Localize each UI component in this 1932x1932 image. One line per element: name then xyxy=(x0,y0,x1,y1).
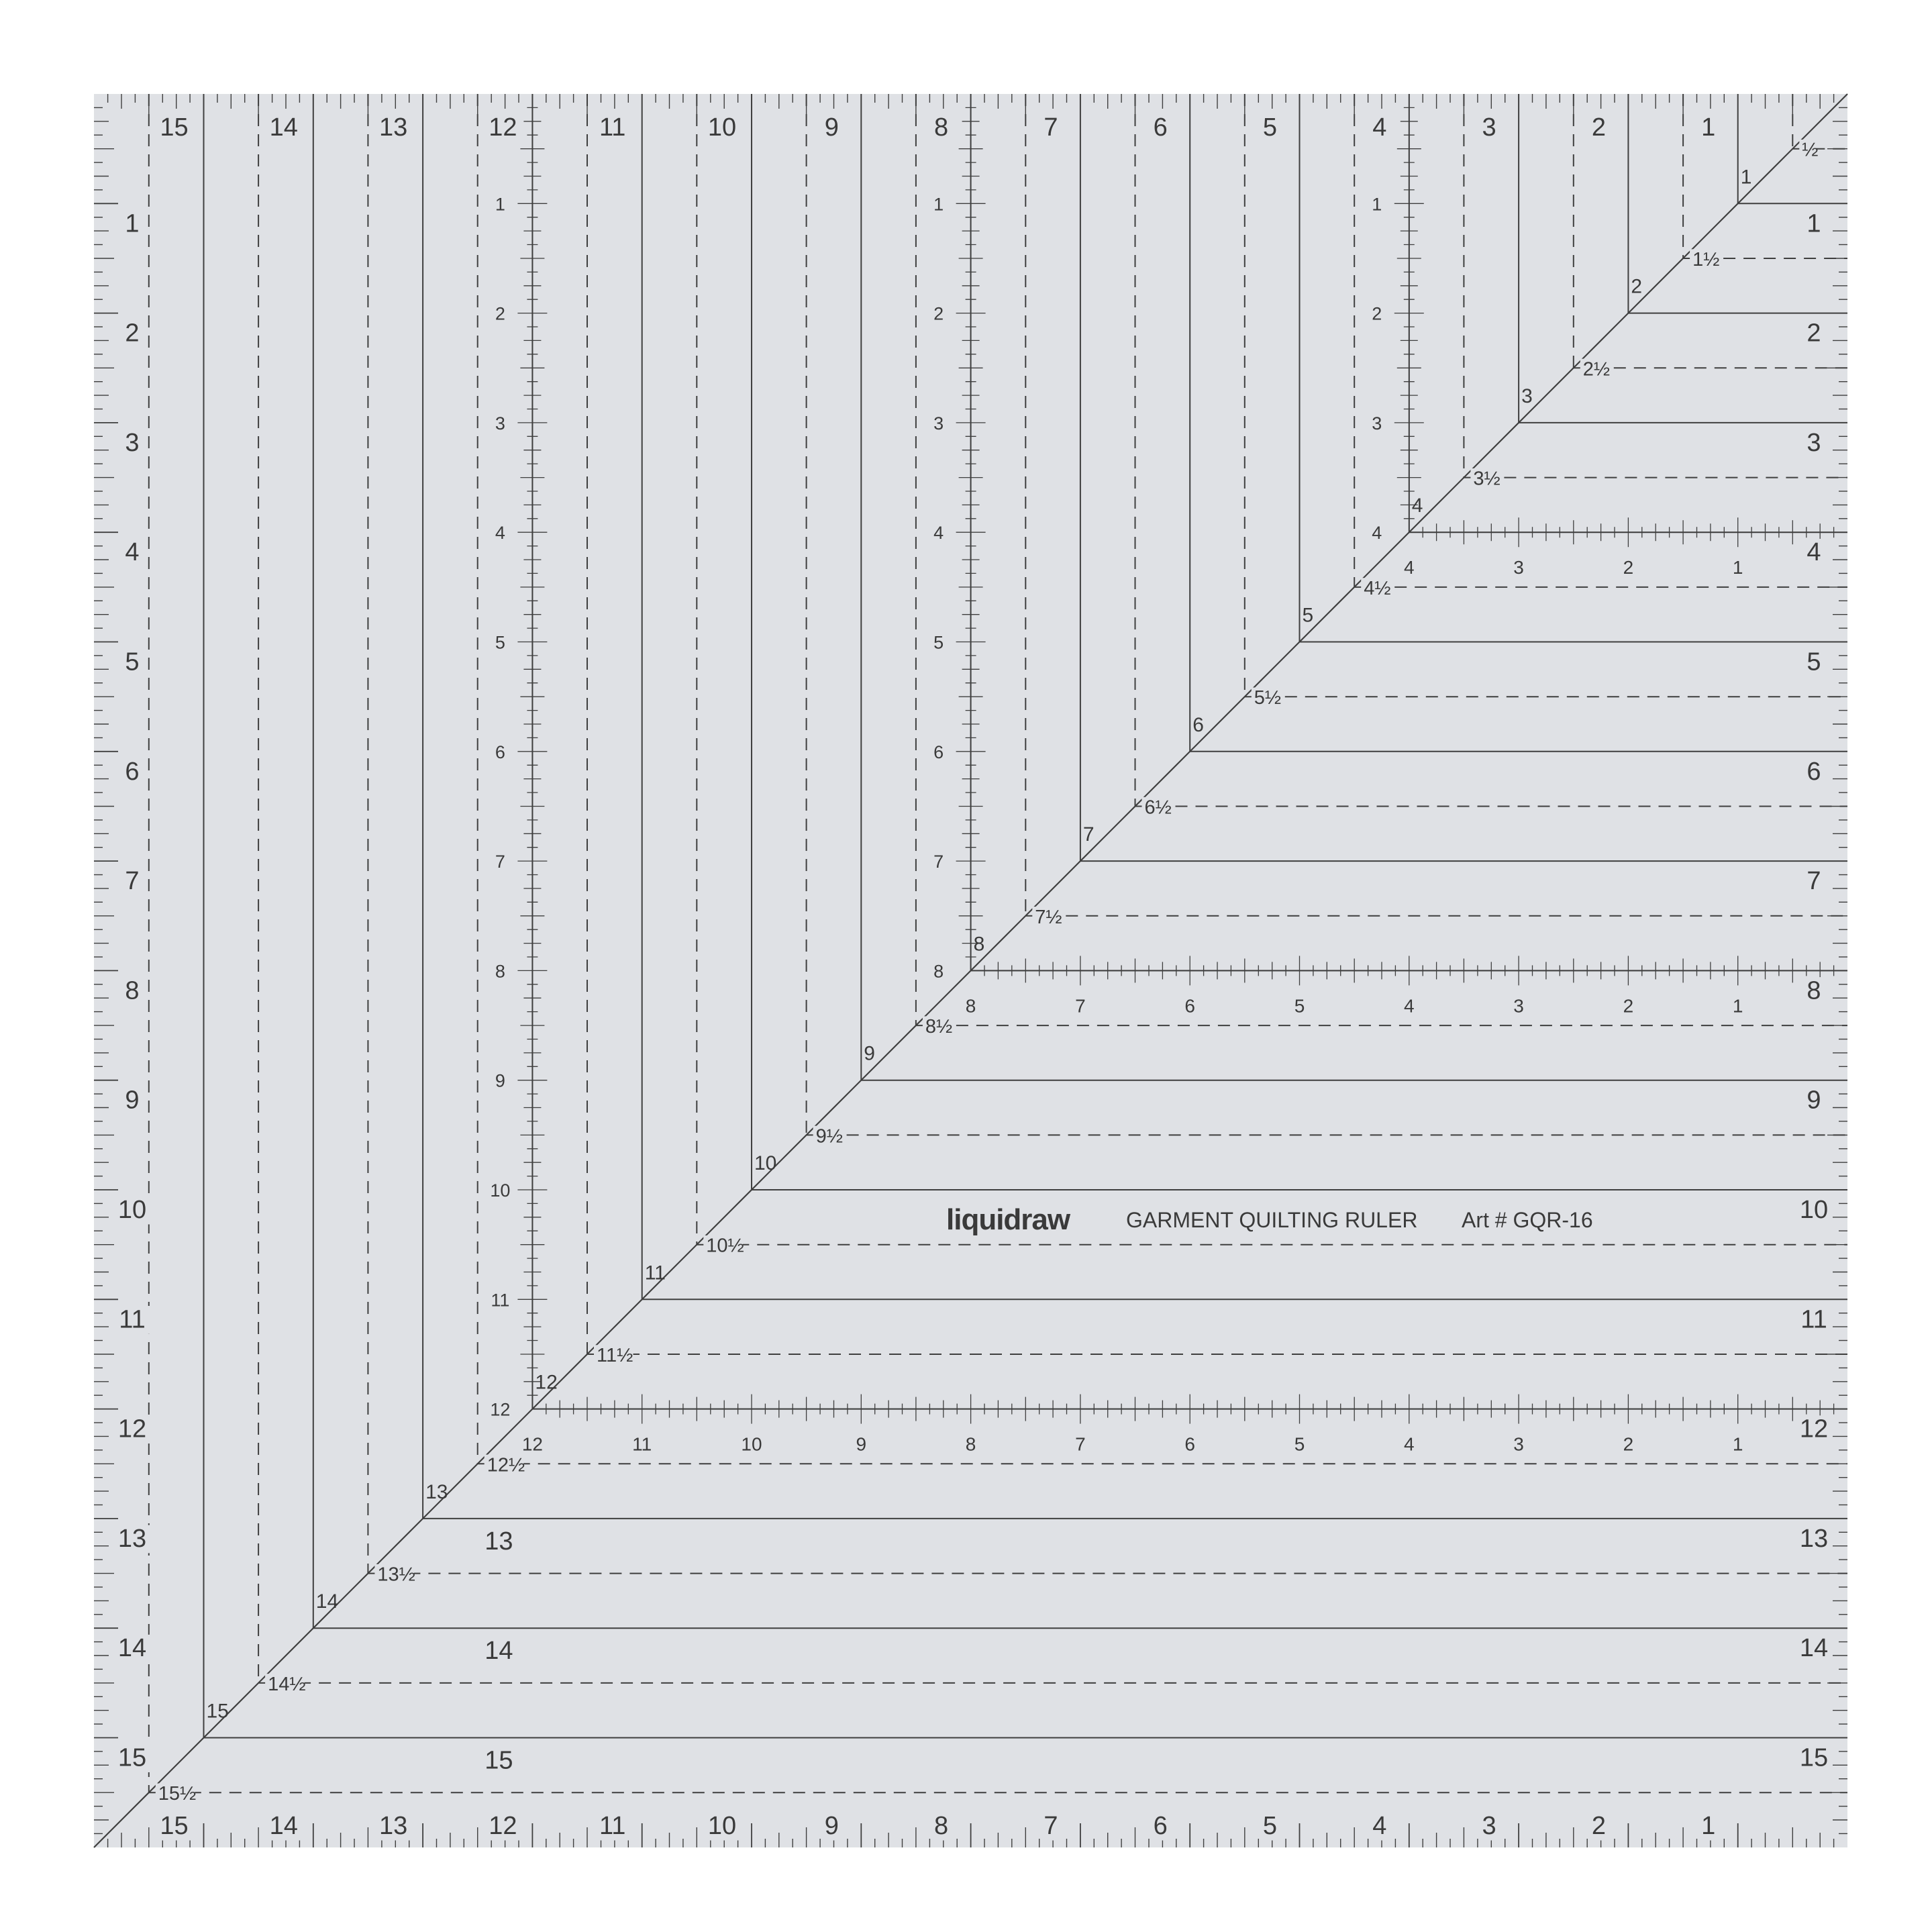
bottom-edge-label: 3 xyxy=(1482,1812,1496,1840)
right-edge-label: 14 xyxy=(1799,1634,1829,1663)
left-edge-label: 1 xyxy=(125,209,140,238)
inner-vertical-scale-label: 4 xyxy=(495,523,505,544)
bottom-edge-label: 2 xyxy=(1591,1812,1606,1840)
top-edge-label: 14 xyxy=(269,113,298,142)
inner-horizontal-scale-label: 4 xyxy=(1404,557,1415,578)
diagonal-half-inch-label: 5½ xyxy=(1254,687,1282,709)
top-edge-label: 11 xyxy=(599,113,626,142)
top-edge-label: 13 xyxy=(378,113,408,142)
bottom-edge-label: 8 xyxy=(934,1812,949,1840)
right-edge-label: 10 xyxy=(1799,1196,1829,1224)
diagonal-half-inch-label: 4½ xyxy=(1364,577,1391,599)
top-edge-label: 12 xyxy=(489,113,517,142)
inner-vertical-scale-label: 2 xyxy=(1372,303,1382,324)
top-edge-label: 2 xyxy=(1591,113,1606,142)
diagonal-half-inch-label: 11½ xyxy=(597,1345,633,1366)
inner-vertical-scale-label: 5 xyxy=(495,632,505,653)
right-edge-label: 11 xyxy=(1800,1305,1827,1334)
diagonal-half-inch-label: 8½ xyxy=(925,1016,953,1038)
left-edge-label: 8 xyxy=(125,976,140,1005)
brand-logo: liquidraw xyxy=(946,1203,1070,1236)
left-edge-label: 15 xyxy=(117,1743,147,1772)
inner-vertical-scale-label: 7 xyxy=(933,852,944,872)
bottom-edge-label: 4 xyxy=(1372,1812,1387,1840)
right-edge-label: 2 xyxy=(1807,319,1821,348)
diagonal-inch-label: 15 xyxy=(206,1700,229,1723)
inner-vertical-scale-label: 5 xyxy=(933,632,944,653)
inner-horizontal-scale-label: 1 xyxy=(1732,1433,1743,1455)
left-edge-label: 11 xyxy=(119,1305,146,1334)
bottom-edge-label: 5 xyxy=(1262,1812,1278,1840)
diagonal-inch-label: 5 xyxy=(1302,604,1314,627)
bottom-edge-label: 11 xyxy=(599,1812,626,1840)
right-edge-label: 9 xyxy=(1807,1086,1821,1115)
top-edge-label: 15 xyxy=(160,113,189,142)
lower-inner-label: 15 xyxy=(485,1746,513,1775)
top-edge-label: 6 xyxy=(1153,113,1168,142)
bottom-edge-label: 10 xyxy=(707,1812,737,1840)
top-edge-label: 7 xyxy=(1044,113,1058,142)
inner-horizontal-scale-label: 10 xyxy=(741,1433,762,1455)
bottom-edge-label: 7 xyxy=(1044,1812,1058,1840)
inner-horizontal-scale-label: 7 xyxy=(1075,995,1086,1017)
diagonal-inch-label: 12 xyxy=(535,1371,558,1394)
inner-vertical-scale-label: 3 xyxy=(1372,413,1382,434)
inner-vertical-scale-label: 1 xyxy=(933,194,944,215)
inner-vertical-scale-label: 2 xyxy=(495,303,505,324)
top-edge-label: 8 xyxy=(934,113,949,142)
bottom-edge-label: 14 xyxy=(269,1812,298,1840)
product-branding xyxy=(946,1203,1593,1236)
diagonal-inch-label: 11 xyxy=(644,1262,666,1284)
diagonal-inch-label: 4 xyxy=(1411,495,1423,517)
top-edge-label: 4 xyxy=(1372,113,1387,142)
left-edge-label: 5 xyxy=(125,648,140,676)
right-edge-label: 7 xyxy=(1807,867,1821,896)
diagonal-half-inch-label: 14½ xyxy=(268,1673,306,1695)
top-edge-label: 5 xyxy=(1262,113,1278,142)
left-edge-label: 2 xyxy=(125,319,140,348)
diagonal-half-inch-label: 15½ xyxy=(158,1783,197,1805)
inner-horizontal-scale-label: 8 xyxy=(965,1433,976,1455)
inner-horizontal-scale-label: 2 xyxy=(1623,1433,1634,1455)
inner-vertical-scale-label: 2 xyxy=(933,303,944,324)
inner-horizontal-scale-label: 2 xyxy=(1623,557,1634,578)
inner-vertical-scale-label: 9 xyxy=(495,1070,505,1091)
inner-horizontal-scale-label: 9 xyxy=(856,1433,867,1455)
inner-horizontal-scale-label: 3 xyxy=(1513,1433,1524,1455)
inner-vertical-scale-label: 3 xyxy=(495,413,505,434)
art-number: Art # GQR-16 xyxy=(1462,1208,1593,1232)
inner-horizontal-scale-label: 12 xyxy=(521,1433,543,1455)
inner-vertical-scale-label: 6 xyxy=(495,742,505,762)
diagonal-half-inch-label: 6½ xyxy=(1144,797,1172,819)
right-edge-label: 3 xyxy=(1807,428,1821,457)
inner-vertical-scale-label: 12 xyxy=(490,1399,511,1420)
diagonal-inch-label: 9 xyxy=(864,1042,875,1065)
top-edge-label: 9 xyxy=(824,113,839,142)
left-edge-label: 10 xyxy=(117,1196,147,1224)
diagonal-half-inch-label: ½ xyxy=(1802,139,1819,161)
inner-horizontal-scale-label: 8 xyxy=(965,995,976,1017)
left-edge-label: 9 xyxy=(125,1086,140,1115)
inner-horizontal-scale-label: 11 xyxy=(632,1433,652,1455)
right-edge-label: 12 xyxy=(1799,1415,1829,1443)
bottom-edge-label: 9 xyxy=(824,1812,839,1840)
bottom-edge-label: 6 xyxy=(1153,1812,1168,1840)
inner-horizontal-scale-label: 1 xyxy=(1732,557,1743,578)
inner-horizontal-scale-label: 3 xyxy=(1513,995,1524,1017)
top-edge-label: 10 xyxy=(707,113,737,142)
inner-horizontal-scale-label: 2 xyxy=(1623,995,1634,1017)
lower-inner-label: 14 xyxy=(485,1637,513,1666)
inner-horizontal-scale-label: 3 xyxy=(1513,557,1524,578)
inner-vertical-scale-label: 6 xyxy=(933,742,944,762)
inner-vertical-scale-label: 4 xyxy=(1372,523,1382,544)
diagonal-inch-label: 14 xyxy=(315,1590,339,1613)
diagonal-inch-label: 7 xyxy=(1082,823,1095,846)
diagonal-half-inch-label: 2½ xyxy=(1582,358,1611,380)
diagonal-inch-label: 6 xyxy=(1192,713,1204,736)
top-edge-label: 3 xyxy=(1482,113,1496,142)
diagonal-inch-label: 8 xyxy=(973,933,985,956)
inner-horizontal-scale-label: 6 xyxy=(1184,1433,1195,1455)
diagonal-inch-label: 2 xyxy=(1631,275,1643,298)
diagonal-half-inch-label: 12½ xyxy=(487,1454,525,1476)
bottom-edge-label: 15 xyxy=(160,1812,189,1840)
right-edge-label: 13 xyxy=(1799,1524,1829,1553)
inner-horizontal-scale-label: 1 xyxy=(1732,995,1743,1017)
inner-vertical-scale-label: 8 xyxy=(495,961,505,982)
left-edge-label: 12 xyxy=(117,1415,147,1443)
right-edge-label: 4 xyxy=(1807,538,1821,567)
bottom-edge-label: 1 xyxy=(1701,1812,1716,1840)
product-title: GARMENT QUILTING RULER xyxy=(1126,1208,1418,1232)
left-edge-label: 14 xyxy=(117,1634,147,1663)
inner-horizontal-scale-label: 4 xyxy=(1404,1433,1415,1455)
diagonal-inch-label: 13 xyxy=(425,1480,448,1503)
inner-horizontal-scale-label: 4 xyxy=(1404,995,1415,1017)
inner-horizontal-scale-label: 6 xyxy=(1184,995,1195,1017)
diagonal-half-inch-label: 9½ xyxy=(815,1125,843,1148)
inner-vertical-scale-label: 8 xyxy=(933,961,944,982)
lower-inner-label: 13 xyxy=(485,1527,513,1556)
right-edge-label: 1 xyxy=(1807,209,1821,238)
diagonal-half-inch-label: 10½ xyxy=(706,1235,744,1257)
left-edge-label: 7 xyxy=(125,867,140,896)
diagonal-inch-label: 3 xyxy=(1521,385,1533,407)
diagonal-half-inch-label: 13½ xyxy=(377,1564,415,1586)
inner-vertical-scale-label: 1 xyxy=(495,194,505,215)
diagonal-inch-label: 10 xyxy=(754,1152,777,1174)
top-edge-label: 1 xyxy=(1701,113,1716,142)
left-edge-label: 3 xyxy=(125,428,140,457)
diagonal-half-inch-label: 7½ xyxy=(1035,906,1062,928)
inner-vertical-scale-label: 7 xyxy=(495,852,505,872)
inner-vertical-scale-label: 10 xyxy=(490,1180,511,1201)
inner-horizontal-scale-label: 5 xyxy=(1294,995,1305,1017)
right-edge-label: 6 xyxy=(1807,757,1821,786)
inner-horizontal-scale-label: 5 xyxy=(1294,1433,1305,1455)
diagonal-half-inch-label: 1½ xyxy=(1692,249,1720,270)
right-edge-label: 5 xyxy=(1807,648,1821,676)
inner-vertical-scale-label: 3 xyxy=(933,413,944,434)
bottom-edge-label: 13 xyxy=(378,1812,408,1840)
left-edge-label: 6 xyxy=(125,757,140,786)
right-edge-label: 15 xyxy=(1799,1743,1829,1772)
inner-vertical-scale-label: 1 xyxy=(1372,194,1382,215)
left-edge-label: 13 xyxy=(117,1524,147,1553)
inner-vertical-scale-label: 4 xyxy=(933,523,944,544)
inner-vertical-scale-label: 11 xyxy=(491,1290,510,1311)
diagonal-inch-label: 1 xyxy=(1740,166,1752,189)
right-edge-label: 8 xyxy=(1807,976,1821,1005)
inner-horizontal-scale-label: 7 xyxy=(1075,1433,1086,1455)
bottom-edge-label: 12 xyxy=(489,1812,517,1840)
diagonal-half-inch-label: 3½ xyxy=(1473,468,1501,490)
left-edge-label: 4 xyxy=(125,538,140,567)
